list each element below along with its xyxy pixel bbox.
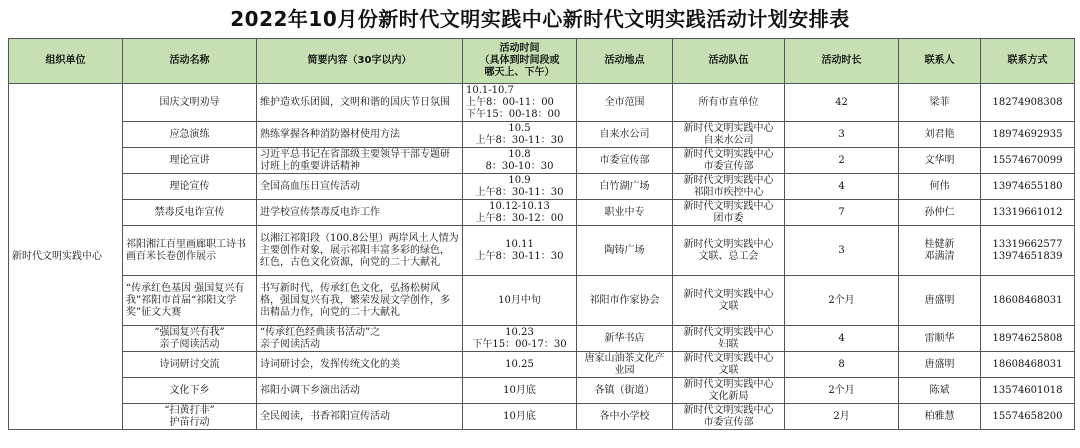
activity-contact: 刘君艳 <box>899 122 981 148</box>
activity-phone: 13974655180 <box>981 174 1075 200</box>
activity-time: 10.9 上午8：30-11：30 <box>463 174 577 200</box>
activity-team: 新时代文明实践中心 市委宣传部 <box>673 404 785 430</box>
activity-place: 陶铸广场 <box>577 226 673 276</box>
activity-time: 10.8 8：30-10：30 <box>463 148 577 174</box>
activity-phone: 18274908308 <box>981 84 1075 122</box>
activity-name: 理论宣传 <box>123 174 257 200</box>
activity-team: 新时代文明实践中心 文联、总工会 <box>673 226 785 276</box>
activity-contact: 唐盛明 <box>899 352 981 378</box>
activity-duration: 2个月 <box>785 276 899 326</box>
activity-desc: 书写新时代，传承红色文化，弘扬松树风格，强国复兴有我，繁荣发展文学创作，多出精品力作，向党的二十大献礼 <box>257 276 463 326</box>
activity-schedule-table <box>8 38 1075 430</box>
header-name: 活动名称 <box>123 39 257 84</box>
activity-desc: 祁阳小调下乡演出活动 <box>257 378 463 404</box>
header-team: 活动队伍 <box>673 39 785 84</box>
activity-time: 10月中旬 <box>463 276 577 326</box>
table-row <box>9 200 1075 226</box>
activity-desc: 全民阅读，书香祁阳宣传活动 <box>257 404 463 430</box>
activity-team: 新时代文明实践中心 自来水公司 <box>673 122 785 148</box>
activity-place: 职业中专 <box>577 200 673 226</box>
activity-duration: 3 <box>785 122 899 148</box>
activity-place: 白竹湖广场 <box>577 174 673 200</box>
activity-place: 唐家山油茶文化产业园 <box>577 352 673 378</box>
header-contact: 联系人 <box>899 39 981 84</box>
activity-name: 国庆文明劝导 <box>123 84 257 122</box>
activity-contact: 雷顺华 <box>899 326 981 352</box>
activity-phone: 18974625808 <box>981 326 1075 352</box>
activity-contact: 桂健新 邓满清 <box>899 226 981 276</box>
activity-time: 10月底 <box>463 404 577 430</box>
activity-duration: 2 <box>785 148 899 174</box>
table-row <box>9 148 1075 174</box>
activity-desc: 全国高血压日宣传活动 <box>257 174 463 200</box>
activity-phone: 18974692935 <box>981 122 1075 148</box>
activity-desc: “传承红色经典读书活动”之 亲子阅读活动 <box>257 326 463 352</box>
header-phone: 联系方式 <box>981 39 1075 84</box>
table-row <box>9 174 1075 200</box>
activity-duration: 42 <box>785 84 899 122</box>
activity-contact: 唐盛明 <box>899 276 981 326</box>
activity-duration: 2个月 <box>785 378 899 404</box>
activity-name: 祁阳湘江百里画廊职工诗书画百米长卷创作展示 <box>123 226 257 276</box>
header-org: 组织单位 <box>9 39 123 84</box>
activity-place: 自来水公司 <box>577 122 673 148</box>
activity-desc: 诗词研讨会，发挥传统文化的美 <box>257 352 463 378</box>
table-row <box>9 84 1075 122</box>
activity-time: 10.25 <box>463 352 577 378</box>
activity-desc: 维护造欢乐团圆，文明和谐的国庆节日氛围 <box>257 84 463 122</box>
activity-contact: 柏雅慧 <box>899 404 981 430</box>
activity-place: 全市范围 <box>577 84 673 122</box>
activity-contact: 陈斌 <box>899 378 981 404</box>
activity-name: 禁毒反电诈宣传 <box>123 200 257 226</box>
activity-desc: 熟练掌握各种消防器材使用方法 <box>257 122 463 148</box>
activity-phone: 13574601018 <box>981 378 1075 404</box>
table-row <box>9 404 1075 430</box>
activity-team: 新时代文明实践中心 文化新局 <box>673 378 785 404</box>
activity-time: 10.1-10.7 上午8：00-11：00 下午15：00-18：00 <box>463 84 577 122</box>
activity-team: 新时代文明实践中心 妇联 <box>673 326 785 352</box>
activity-desc: 习近平总书记在省部级主要领导干部专题研讨班上的重要讲话精神 <box>257 148 463 174</box>
activity-place: 各中小学校 <box>577 404 673 430</box>
activity-desc: 进学校宣传禁毒反电诈工作 <box>257 200 463 226</box>
activity-contact: 孙仲仁 <box>899 200 981 226</box>
activity-duration: 8 <box>785 352 899 378</box>
activity-phone: 18608468031 <box>981 276 1075 326</box>
activity-time: 10.12-10.13 上午8：30-12：00 <box>463 200 577 226</box>
activity-time: 10.5 上午8：30-11：30 <box>463 122 577 148</box>
table-row <box>9 122 1075 148</box>
activity-team: 新时代文明实践中心 团市委 <box>673 200 785 226</box>
activity-name: 应急演练 <box>123 122 257 148</box>
activity-name: 理论宣讲 <box>123 148 257 174</box>
activity-team: 新时代文明实践中心 祁阳市疾控中心 <box>673 174 785 200</box>
activity-duration: 7 <box>785 200 899 226</box>
activity-team: 新时代文明实践中心 文联 <box>673 352 785 378</box>
page-title: 2022年10月份新时代文明实践中心新时代文明实践活动计划安排表 <box>230 7 850 31</box>
activity-team: 新时代文明实践中心 市委宣传部 <box>673 148 785 174</box>
activity-phone: 18608468031 <box>981 352 1075 378</box>
activity-name: 文化下乡 <box>123 378 257 404</box>
table-row <box>9 276 1075 326</box>
activity-duration: 3 <box>785 226 899 276</box>
table-row <box>9 326 1075 352</box>
activity-place: 各镇（街道） <box>577 378 673 404</box>
header-place: 活动地点 <box>577 39 673 84</box>
activity-phone: 15574670099 <box>981 148 1075 174</box>
activity-phone: 13319662577 13974651839 <box>981 226 1075 276</box>
activity-duration: 2月 <box>785 404 899 430</box>
activity-contact: 何伟 <box>899 174 981 200</box>
activity-time: 10.11 上午8：30-11：30 <box>463 226 577 276</box>
activity-desc: 以湘江祁阳段（100.8公里）两岸风土人情为主要创作对象，展示祁阳丰富多彩的绿色，红色，古色文化资源，向党的二十大献礼 <box>257 226 463 276</box>
header-time: 活动时间 （具体到时间段或 哪天上、下午） <box>463 39 577 84</box>
activity-duration: 4 <box>785 326 899 352</box>
header-desc: 简要内容（30字以内） <box>257 39 463 84</box>
table-row <box>9 352 1075 378</box>
activity-time: 10.23 下午15：00-17：30 <box>463 326 577 352</box>
activity-phone: 13319661012 <box>981 200 1075 226</box>
activity-name: “扫黄打非” 护苗行动 <box>123 404 257 430</box>
table-header-row <box>9 39 1075 84</box>
activity-time: 10月底 <box>463 378 577 404</box>
table-row <box>9 226 1075 276</box>
activity-name: “传承红色基因 强国复兴有我”祁阳市首届“祁阳文学奖”征文大赛 <box>123 276 257 326</box>
activity-place: 新华书店 <box>577 326 673 352</box>
activity-contact: 梁菲 <box>899 84 981 122</box>
activity-name: “强国复兴有我” 亲子阅读活动 <box>123 326 257 352</box>
org-unit-cell: 新时代文明实践中心 <box>9 84 123 430</box>
activity-place: 市委宣传部 <box>577 148 673 174</box>
table-row <box>9 378 1075 404</box>
activity-contact: 文华明 <box>899 148 981 174</box>
activity-team: 所有市直单位 <box>673 84 785 122</box>
activity-name: 诗词研讨交流 <box>123 352 257 378</box>
header-duration: 活动时长 <box>785 39 899 84</box>
activity-place: 祁阳市作家协会 <box>577 276 673 326</box>
activity-duration: 4 <box>785 174 899 200</box>
activity-team: 新时代文明实践中心 文联 <box>673 276 785 326</box>
activity-phone: 15574658200 <box>981 404 1075 430</box>
